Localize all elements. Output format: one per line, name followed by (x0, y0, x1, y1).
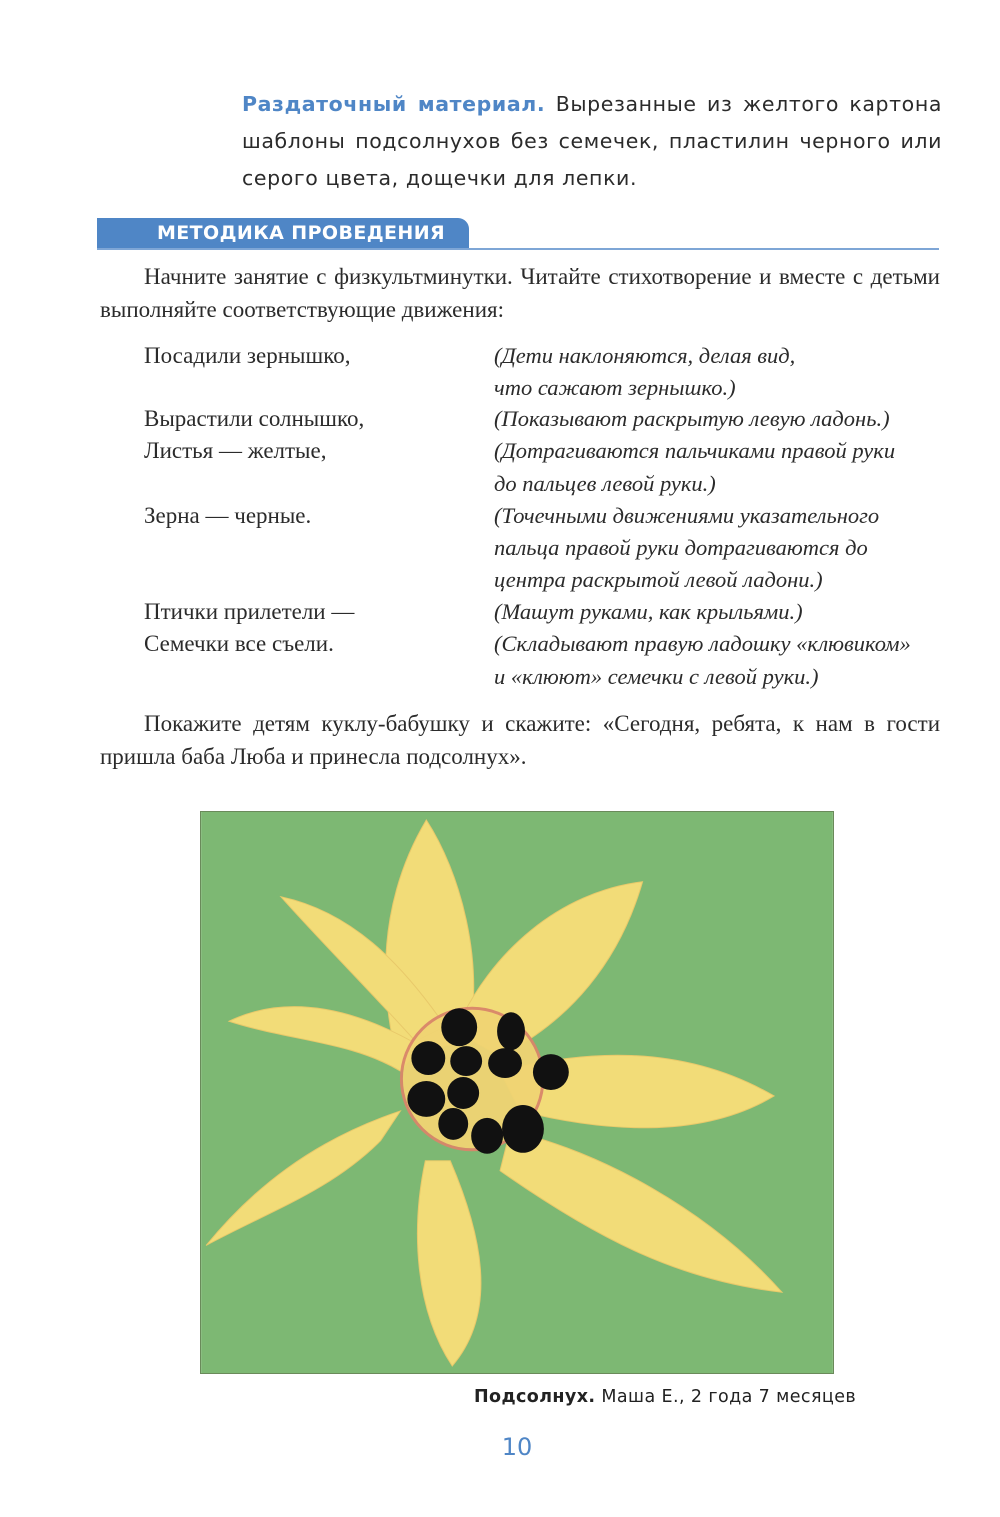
poem-line: Зерна — черные. (144, 503, 312, 528)
outro-paragraph: Покажите детям куклу-бабушку и скажите: «Сегодня, ребята, к нам в гости пришла баба Люба и принесла подсолнух». (100, 711, 940, 769)
poem-action-line: (Точечными движениями указательного (494, 503, 880, 528)
poem-action-line: что сажают зернышко.) (494, 375, 736, 400)
intro-paragraph: Начните занятие с физкультминутки. Читайте стихотворение и вместе с детьми выполняйте соответствующие движения: (100, 264, 940, 322)
handout-label: Раздаточный материал. (242, 92, 546, 116)
poem-action-line: до пальцев левой руки.) (494, 471, 716, 496)
section-divider (97, 248, 939, 250)
section-title: МЕТОДИКА ПРОВЕДЕНИЯ (157, 222, 446, 244)
caption-title: Подсолнух. (474, 1387, 596, 1407)
poem-line: Семечки все съели. (144, 631, 334, 656)
poem-action-line: (Дети наклоняются, делая вид, (494, 343, 796, 368)
poem-action-line: и «клюют» семечки с левой руки.) (494, 664, 819, 689)
figure-caption (474, 1387, 856, 1407)
poem-action-line: (Машут руками, как крыльями.) (494, 599, 803, 624)
poem-line: Птички прилетели — (144, 599, 355, 624)
poem-action-line: (Показывают раскрытую левую ладонь.) (494, 406, 890, 431)
caption-author: Маша Е., 2 года 7 месяцев (595, 1387, 857, 1407)
poem-action-line: центра раскрытой левой ладони.) (494, 567, 823, 592)
handout-text: Вырезанные из желтого картона шаблоны подсолнухов без семечек, пластилин черного или серого цвета, дощечки для лепки. (242, 92, 942, 190)
poem-action-line: (Складывают правую ладошку «клювиком» (494, 631, 911, 656)
page-number: 10 (501, 1433, 533, 1461)
poem-line: Вырастили солнышко, (144, 406, 365, 431)
poem-action-line: (Дотрагиваются пальчиками правой руки (494, 438, 896, 463)
poem-line: Посадили зернышко, (144, 343, 351, 368)
handout-paragraph (242, 86, 942, 197)
sunflower-artwork (200, 811, 834, 1374)
poem-line: Листья — желтые, (144, 438, 327, 463)
poem-action-line: пальца правой руки дотрагиваются до (494, 535, 868, 560)
